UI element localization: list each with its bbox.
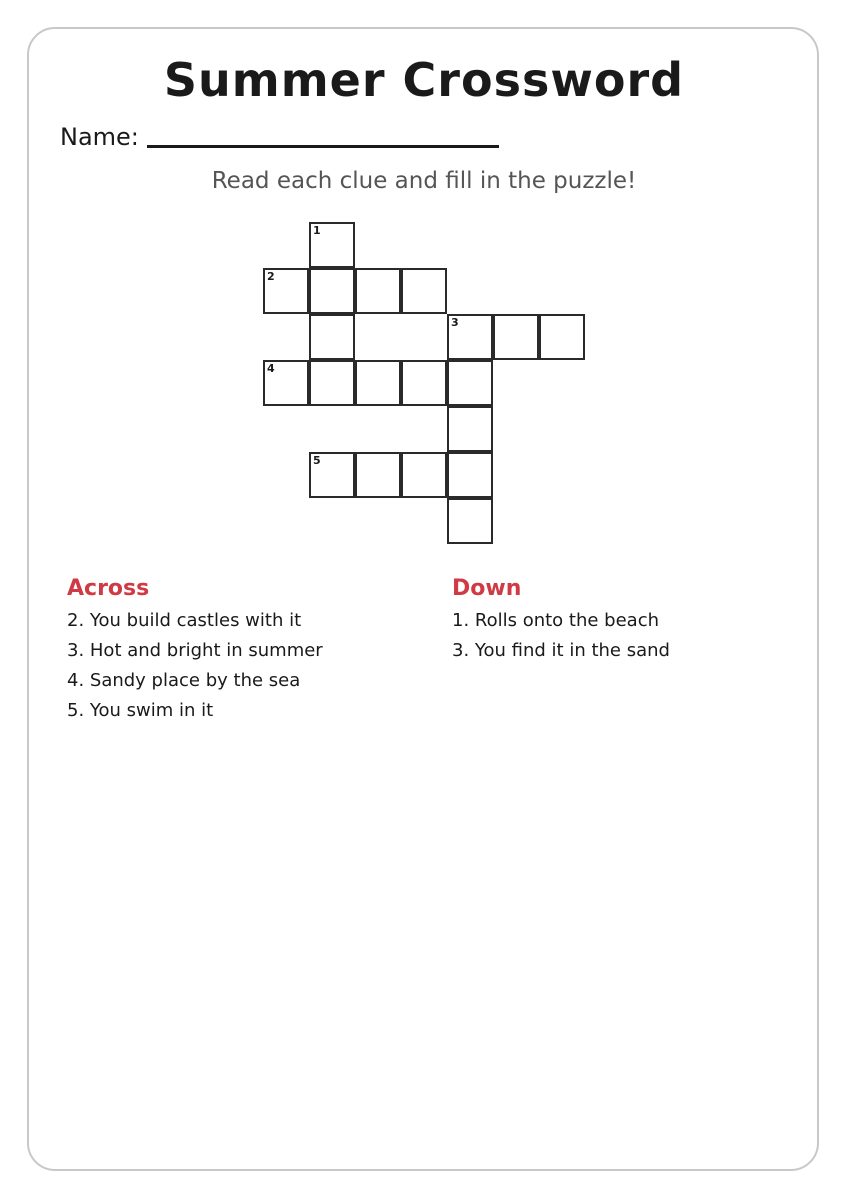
across-clue-list [67,606,323,726]
crossword-cell[interactable] [309,268,355,314]
crossword-cell[interactable] [309,360,355,406]
crossword-cell[interactable] [447,406,493,452]
crossword-cell[interactable] [447,452,493,498]
down-heading: Down [452,576,522,601]
across-clue: 3. Hot and bright in summer [67,640,323,661]
crossword-cell[interactable] [447,314,493,360]
name-label: Name: [60,123,139,151]
clue-number: 3 [451,316,459,329]
across-clue: 4. Sandy place by the sea [67,670,301,691]
crossword-cell[interactable] [355,452,401,498]
clue-number: 5 [313,454,321,467]
across-clue: 2. You build castles with it [67,610,302,631]
clue-number: 2 [267,270,275,283]
across-clue: 5. You swim in it [67,700,214,721]
crossword-cell[interactable] [355,268,401,314]
down-clue: 1. Rolls onto the beach [452,610,660,631]
crossword-cell[interactable] [401,268,447,314]
instructions: Read each clue and fill in the puzzle! [211,168,637,194]
crossword-cell[interactable] [447,498,493,544]
worksheet-title: Summer Crossword [163,53,685,107]
crossword-cell[interactable] [355,360,401,406]
across-clues [67,572,323,726]
crossword-cell[interactable] [309,314,355,360]
down-clue-list [452,606,670,666]
crossword-cell[interactable] [263,268,309,314]
down-clues [452,572,670,666]
crossword-cell[interactable] [309,452,355,498]
crossword-cell[interactable] [493,314,539,360]
crossword-cell[interactable] [539,314,585,360]
crossword-cell[interactable] [309,222,355,268]
across-heading: Across [67,576,150,601]
clue-number: 4 [267,362,275,375]
clue-number: 1 [313,224,321,237]
crossword-cell[interactable] [401,452,447,498]
crossword-cell[interactable] [447,360,493,406]
crossword-cell[interactable] [401,360,447,406]
down-clue: 3. You find it in the sand [452,640,670,661]
crossword-cell[interactable] [263,360,309,406]
